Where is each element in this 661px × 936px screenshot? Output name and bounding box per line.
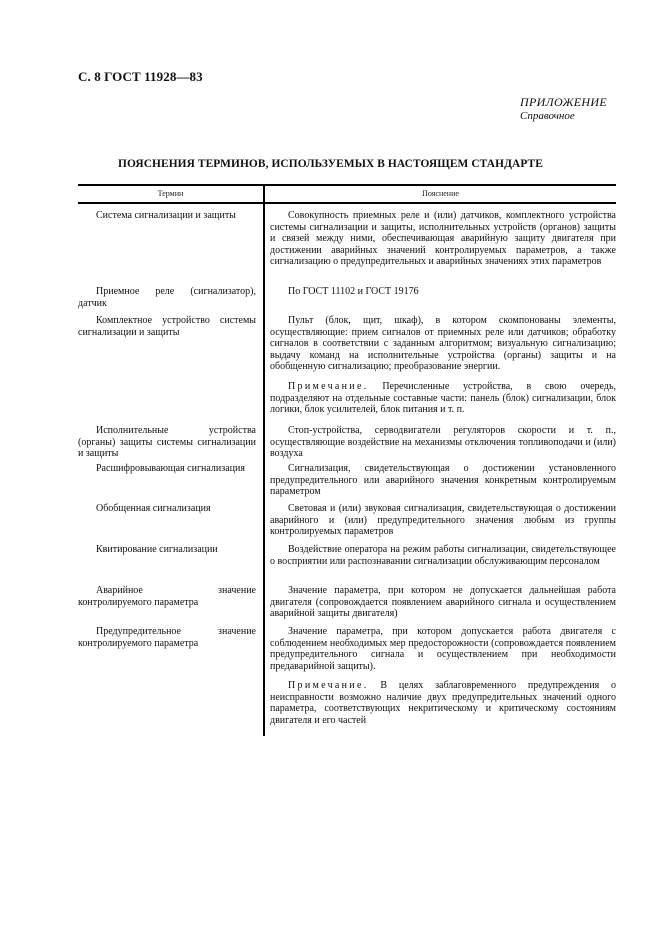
term-cell: Система сигнализации и защиты bbox=[78, 204, 265, 281]
table-body bbox=[78, 204, 616, 736]
note-text: Перечисленные устройства, в свою очередь, подразделяют на отдельные составные части: панель (блок) сигнализации, блок логики, блок усилителей, блок питания и т. п. bbox=[270, 381, 617, 415]
term-cell: Аварийное значение контролируемого параметра bbox=[78, 585, 265, 626]
table-row-note bbox=[78, 381, 616, 425]
table-row bbox=[78, 503, 616, 544]
term-cell: Предупредительное значение контролируемого параметра bbox=[78, 626, 265, 680]
explanation-cell: Значение параметра, при котором не допускается дальнейшая работа двигателя (сопровождается появлением аварийного сигнала и осуществлением аварийной защиты двигателя) bbox=[270, 585, 616, 619]
explanation-cell: Воздействие оператора на режим работы сигнализации, свидетельствующее о восприятии или распознавании сигнализации обслуживающим персоналом bbox=[270, 544, 616, 567]
term-cell-empty bbox=[78, 381, 265, 425]
explanation-cell: Значение параметра, при котором допускается работа двигателя с соблюдением необходимых мер предосторожности (сопровождается появлением предупредительного сигнала и осуществлением при необходимости предаварийной защиты). bbox=[270, 626, 616, 672]
table-header bbox=[78, 184, 616, 204]
explanation-cell: Сигнализация, свидетельствующая о достижении установленного предупредительного или аварийного значения конкретным контролируемым параметром bbox=[270, 463, 616, 497]
term-cell-empty bbox=[78, 680, 265, 736]
term-cell: Расшифровывающая сигнализация bbox=[78, 463, 265, 503]
appendix-title: ПРИЛОЖЕНИЕ bbox=[520, 95, 607, 109]
term-cell: Комплектное устройство системы сигнализации и защиты bbox=[78, 310, 265, 381]
note-lead: Примечание. bbox=[288, 381, 369, 392]
explanation-cell: По ГОСТ 11102 и ГОСТ 19176 bbox=[288, 286, 419, 297]
table-row bbox=[78, 310, 616, 381]
note-text: В целях заблаговременного предупреждения о неисправности возможно наличие двух предупредительных значений одного параметра, соответствующих некритическому и критическому состояниям двигателя и его частей bbox=[270, 680, 616, 726]
explanation-cell: Световая и (или) звуковая сигнализация, свидетельствующая о достижении аварийного и (или) предупредительного значения любым из группы контролируемых параметров bbox=[270, 503, 616, 537]
table-row bbox=[78, 281, 616, 310]
explanation-cell: Совокупность приемных реле и (или) датчиков, комплектного устройства системы сигнализации и защиты, исполнительных устройств (органов) защиты и связей между ними, обеспечивающая аварийную защиту двигателя при достижении аварийных значений контролируемых параметров, а также сигнализацию о предупредительных и аварийных значениях этих параметров bbox=[270, 210, 616, 267]
explanation-cell: Стоп-устройства, серводвигатели регуляторов скорости и т. п., осуществляющие воздействие на механизмы отключения топливоподачи и (или) воздуха bbox=[270, 425, 616, 459]
page-header: С. 8 ГОСТ 11928—83 bbox=[78, 69, 203, 84]
note-cell bbox=[265, 381, 616, 425]
appendix-subtitle: Справочное bbox=[520, 110, 575, 122]
term-cell: Приемное реле (сигнализатор), датчик bbox=[78, 281, 265, 310]
table-row bbox=[78, 425, 616, 463]
term-cell: Квитирование сигнализации bbox=[78, 544, 265, 585]
explanation-cell: Пульт (блок, щит, шкаф), в котором скомпонованы элементы, осуществляющие: прием сигналов от приемных реле или датчиков; обработку сигналов в соответствии с заданным алгоритмом; визуальную сигнализацию; выдачу команд на исполнительные устройства (органы) защиты и на обобщенную сигнализацию; преобразование энергии. bbox=[270, 315, 616, 372]
table-row bbox=[78, 585, 616, 626]
term-cell: Обобщенная сигнализация bbox=[78, 503, 265, 544]
note-cell bbox=[265, 680, 616, 736]
document-title: ПОЯСНЕНИЯ ТЕРМИНОВ, ИСПОЛЬЗУЕМЫХ В НАСТОЯЩЕМ СТАНДАРТЕ bbox=[118, 158, 543, 170]
table-row bbox=[78, 544, 616, 585]
note-lead: Примечание. bbox=[288, 680, 369, 691]
table-row bbox=[78, 626, 616, 680]
terms-table bbox=[78, 184, 616, 736]
appendix-label bbox=[520, 95, 607, 123]
column-header-explanation: Пояснение bbox=[422, 189, 459, 198]
column-header-term: Термин bbox=[78, 186, 265, 202]
term-cell: Исполнительные устройства (органы) защиты системы сигнализации и защиты bbox=[78, 425, 265, 463]
table-row bbox=[78, 204, 616, 281]
table-row bbox=[78, 463, 616, 503]
table-row-note bbox=[78, 680, 616, 736]
